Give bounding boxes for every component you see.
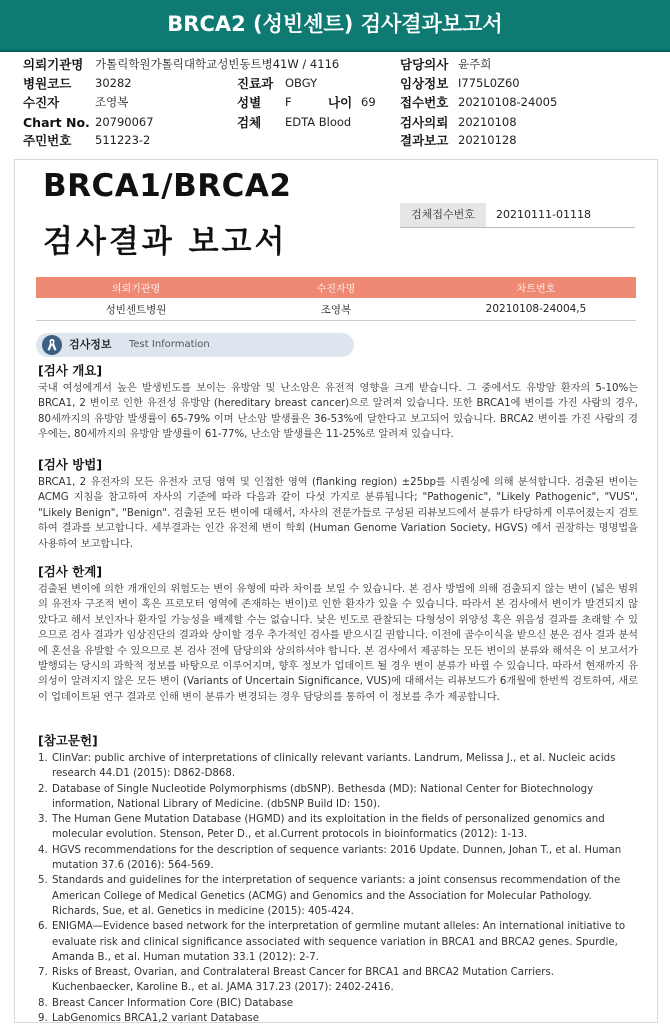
registration-value: 20210111-01118 — [496, 208, 591, 221]
request-row — [400, 115, 650, 130]
report-header-title: BRCA2 (성빈센트) 검사결과보고서 — [167, 12, 503, 36]
reference-text: LabGenomics BRCA1,2 variant Database — [52, 1013, 260, 1025]
report-row — [400, 133, 650, 148]
references-section — [38, 731, 638, 1026]
specimen-label: 검체 — [237, 115, 262, 130]
list-item: 4. HGVS recommendations for the description of sequence variants: 2016 Update. Dunnen, Johan T., et al. Human mutation 37.6 (2016): 564-569. — [38, 844, 622, 872]
institution-value: 가톨릭학원가톨릭대학교성빈동트병41W / 4116 — [95, 57, 340, 71]
list-item: 6. ENIGMA—Evidence based network for the interpretation of germline mutant alleles: An international initiative to evaluate risk and clinical significance associated with sequence variation in BRCA1 and BRCA2 genes. Spurdle, Amanda B., et al. Human mutation 33.1 (2012): 2-7. — [38, 921, 626, 963]
method-section — [38, 455, 638, 552]
registration-label: 검체접수번호 — [400, 203, 486, 227]
institution-label: 의뢰기관명 — [23, 57, 84, 72]
table-row — [36, 298, 636, 321]
receipt-row — [400, 95, 650, 110]
table-header-institution: 의뢰기관명 — [36, 277, 236, 298]
age-label: 나이 — [328, 95, 353, 110]
chart-label: Chart No. — [23, 115, 90, 130]
resident-row — [23, 133, 393, 148]
chart-row — [23, 115, 393, 130]
clinical-row — [400, 76, 650, 91]
list-item: 1. ClinVar: public archive of interpretations of clinically relevant variants. Landrum, Melissa J., et al. Nucleic acids research 44.D1 (2015): D862-D868. — [38, 753, 616, 780]
report-value: 20210128 — [458, 133, 517, 147]
ribbon-icon — [42, 335, 62, 355]
table-cell-institution: 성빈센트병원 — [36, 298, 236, 321]
registration-number-box — [400, 203, 635, 228]
list-item: 9. LabGenomics BRCA1,2 variant Database — [38, 1013, 260, 1025]
doctor-label: 담당의사 — [400, 57, 449, 72]
report-title-line2: 검사결과 보고서 — [43, 224, 288, 260]
doctor-value: 윤주희 — [458, 57, 492, 71]
hospital-code-row — [23, 76, 393, 91]
list-item: 3. The Human Gene Mutation Database (HGMD) and its exploitation in the fields of personalized genomics and molecular evolution. Stenson, Peter D., et al.Current protocols in bioinformatics (2012): 1-13. — [38, 814, 605, 841]
resident-value: 511223-2 — [95, 133, 151, 147]
receipt-label: 접수번호 — [400, 95, 449, 110]
method-heading: [검사 방법] — [38, 457, 103, 472]
patient-table-header — [36, 277, 636, 298]
limitation-text: 검출된 변이에 의한 개개인의 위험도는 변이 유형에 따라 차이를 보일 수 있습니다. 본 검사 방법에 의해 검출되지 않는 변이 (넓은 범위의 유전자 구조적 변이 혹은 프로모터 영역에 존재하는 변이)로 인한 환자가 있을 수 있습니다. 따라서 본 검사에서 변이가 발견되지 않았다고 해서 보인자나 환자일 가능성을 배제할 수는 없습니다. 낮은 빈도로 관찰되는 다형성이 위양성 혹은 위음성 결과를 초래할 수 있으므로 검사 결과가 임상진단의 결과와 상이할 경우 추가적인 검사를 받으시길 권합니다. 이전에 골수이식을 받으신 분은 검사 결과 분석에 혼선을 유발할 수 있으므로 본 검사 전에 담당의와 상의하셔야 합니다. 본 검사에서 제공하는 모든 변이의 분류와 해석은 이 보고서가 발행되는 당시의 과학적 정보를 바탕으로 이루어지며, 향후 정보가 업데이트 될 경우 변이 분류가 바뀔 수 있습니다. 따라서 현재까지 유의성이 알려지지 않은 모든 변이 (Variants of Uncertain Significance, VUS)에 대해서는 리뷰보드가 6개월에 한번씩 검토하여, 새로이 업데이트된 연구 결과로 인해 변이 분류가 변경되는 경우 담당의를 통하여 이 정보를 추가 제공합니다. — [38, 584, 638, 703]
recipient-value: 조영복 — [95, 95, 129, 109]
clinical-value: I775L0Z60 — [458, 76, 520, 90]
list-item: 8. Breast Cancer Information Core (BIC) Database — [38, 997, 294, 1009]
request-label: 검사의뢰 — [400, 115, 449, 130]
report-title-line1: BRCA1/BRCA2 — [43, 168, 292, 204]
reference-text: ENIGMA—Evidence based network for the interpretation of germline mutant alleles: An international initiative to evaluate risk and clinical significance associated with sequence variation in BRCA1 and BRCA2 genes. Spurdle, Amanda B., et al. Human mutation 33.1 (2012): 2-7. — [52, 921, 626, 963]
list-item: 7. Risks of Breast, Ovarian, and Contralateral Breast Cancer for BRCA1 and BRCA2 Mutation Carriers. Kuchenbaecker, Karoline B., et al. JAMA 317.23 (2017): 2402-2416. — [38, 967, 555, 994]
reference-text: HGVS recommendations for the description of sequence variants: 2016 Update. Dunnen, Johan T., et al. Human mutation 37.6 (2016): 564-569. — [52, 844, 622, 872]
chart-value: 20790067 — [95, 115, 154, 129]
reference-text: ClinVar: public archive of interpretations of clinically relevant variants. Landrum, Melissa J., et al. Nucleic acids research 44.D1 (2015): D862-D868. — [52, 753, 616, 780]
recipient-row — [23, 95, 393, 110]
table-header-chart: 차트번호 — [436, 277, 636, 298]
request-value: 20210108 — [458, 115, 517, 129]
table-header-patient: 수진자명 — [236, 277, 436, 298]
overview-section — [38, 361, 638, 443]
department-value: OBGY — [285, 76, 318, 90]
department-label: 진료과 — [237, 76, 274, 91]
report-header-bar — [0, 0, 670, 52]
hospital-code-label: 병원코드 — [23, 76, 72, 91]
overview-heading: [검사 개요] — [38, 363, 103, 378]
patient-table — [36, 277, 636, 321]
sex-label: 성별 — [237, 95, 262, 110]
clinical-label: 임상정보 — [400, 76, 449, 91]
reference-text: The Human Gene Mutation Database (HGMD) and its exploitation in the fields of personalized genomics and molecular evolution. Stenson, Peter D., et al.Current protocols in bioinformatics (2012): 1-13. — [52, 814, 605, 841]
doctor-row — [400, 57, 650, 72]
references-heading: [참고문헌] — [38, 733, 98, 748]
institution-row — [23, 57, 393, 72]
table-cell-chart: 20210108-24004,5 — [436, 298, 636, 321]
test-information-pill — [36, 333, 354, 357]
limitation-section — [38, 562, 638, 705]
method-text: BRCA1, 2 유전자의 모든 유전자 코딩 영역 및 인접한 영역 (flanking region) ±25bp를 시퀀싱에 의해 분석합니다. 검출된 변이는 ACMG 지침을 참고하여 자사의 기준에 따라 다음과 같이 다섯 가지로 분류됩니다; "Pathogenic", "Likely Pathogenic", "VUS", "Likely Benign", "Benign". 검출된 모든 변이에 대해서, 자사의 전문가들로 구성된 리뷰보드에서 분류가 타당하게 이루어졌는지 검토하여 결과를 보고합니다. 세부결과는 인간 유전체 변이 학회 (Human Genome Variation Society, HGVS) 에서 권장하는 명명법을 사용하여 보고합니다. — [38, 477, 638, 550]
list-item: 2. Database of Single Nucleotide Polymorphisms (dbSNP). Bethesda (MD): National Center for Biotechnology information, National Library of Medicine. (dbSNP Build ID: 150). — [38, 783, 594, 810]
reference-text: Standards and guidelines for the interpretation of sequence variants: a joint consensus recommendation of the American College of Medical Genetics (ACMG) and Genomics and the Association for Molecular Pathology. Richards, Sue, et al. Genetics in medicine (2015): 405-424. — [52, 875, 621, 917]
recipient-label: 수진자 — [23, 95, 60, 110]
receipt-value: 20210108-24005 — [458, 95, 558, 109]
sex-value: F — [285, 95, 292, 109]
reference-text: Breast Cancer Information Core (BIC) Database — [52, 997, 294, 1009]
resident-label: 주민번호 — [23, 133, 72, 148]
limitation-heading: [검사 한계] — [38, 564, 103, 579]
overview-text: 국내 여성에게서 높은 발생빈도를 보이는 유방암 및 난소암은 유전적 영향을 크게 받습니다. 그 중에서도 유방암 환자의 5-10%는 BRCA1, 2 변이로 인한 유전성 유방암 (hereditary breast cancer)으로 알려져 있습니다. 또한 BRCA1에 변이를 가진 사람의 경우, 80세까지의 유방암 발생률이 65-79% 이며 난소암 발생률은 36-53%에 달한다고 보고되어 있습니다. BRCA2 변이를 가진 사람의 경우에는, 80세까지의 유방암 발생률이 61-77%, 난소암 발생률은 11-25%로 알려져 있습니다. — [38, 383, 638, 441]
age-value: 69 — [361, 95, 376, 109]
hospital-code-value: 30282 — [95, 76, 132, 90]
references-list — [38, 751, 638, 1026]
table-cell-patient: 조영복 — [236, 298, 436, 321]
report-document — [14, 159, 658, 1023]
report-label: 결과보고 — [400, 133, 449, 148]
list-item: 5. Standards and guidelines for the interpretation of sequence variants: a joint consensus recommendation of the American College of Medical Genetics (ACMG) and Genomics and the Association for Molecular Pathology. Richards, Sue, et al. Genetics in medicine (2015): 405-424. — [38, 875, 621, 917]
specimen-value: EDTA Blood — [285, 115, 352, 129]
test-information-title: 검사정보 — [69, 338, 112, 351]
reference-text: Database of Single Nucleotide Polymorphisms (dbSNP). Bethesda (MD): National Center for Biotechnology information, National Library of Medicine. (dbSNP Build ID: 150). — [52, 783, 594, 810]
test-information-subtitle: Test Information — [129, 339, 210, 350]
reference-text: Risks of Breast, Ovarian, and Contralateral Breast Cancer for BRCA1 and BRCA2 Mutation Carriers. Kuchenbaecker, Karoline B., et al. JAMA 317.23 (2017): 2402-2416. — [52, 967, 555, 994]
